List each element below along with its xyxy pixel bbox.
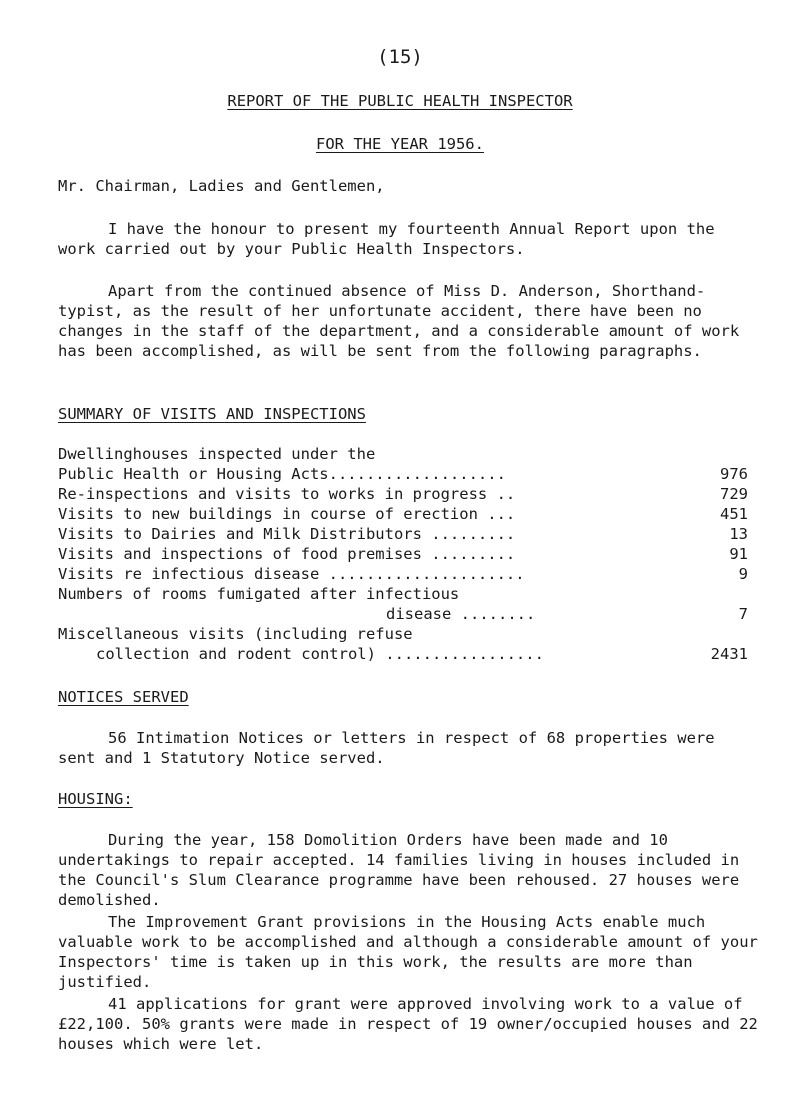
salutation: Mr. Chairman, Ladies and Gentlemen, (58, 177, 385, 195)
intro-paragraph-1: I have the honour to present my fourteenth Annual Report upon the work carried out by your Public Health Inspectors. (58, 220, 715, 258)
page-number: (15) (377, 46, 423, 68)
summary-heading: SUMMARY OF VISITS AND INSPECTIONS (58, 405, 366, 423)
summary-label: Public Health or Housing Acts................... (58, 465, 506, 483)
summary-row-miscellaneous-cont (58, 645, 748, 665)
housing-paragraph-1: During the year, 158 Domolition Orders have been made and 10 undertakings to repair accepted. 14 families living in houses included in the Council's Slum Clearance programme have been rehoused. 27 houses were demolished. (58, 831, 740, 909)
housing-paragraph-2: The Improvement Grant provisions in the Housing Acts enable much valuable work to be accomplished and although a considerable amount of your Inspectors' time is taken up in this work, the results are more than justified. (58, 913, 758, 991)
summary-label: Visits to new buildings in course of erection ... (58, 505, 516, 523)
summary-label: Visits and inspections of food premises ......... (58, 545, 516, 563)
summary-label: disease ........ (386, 605, 536, 623)
summary-label: Numbers of rooms fumigated after infectious (58, 585, 460, 603)
summary-row-reinspections (58, 485, 748, 505)
summary-label: Dwellinghouses inspected under the (58, 445, 376, 463)
summary-value: 729 (720, 485, 748, 503)
housing-heading: HOUSING: (58, 790, 133, 808)
summary-value: 91 (729, 545, 748, 563)
summary-value: 2431 (710, 645, 748, 663)
summary-row-dairies (58, 525, 748, 545)
notices-heading: NOTICES SERVED (58, 688, 189, 706)
housing-paragraph-3: 41 applications for grant were approved involving work to a value of £22,100. 50% grants were made in respect of 19 owner/occupied houses and 22 houses which were let. (58, 995, 758, 1053)
report-subtitle: FOR THE YEAR 1956. (316, 135, 484, 153)
summary-row-fumigated-cont (58, 605, 748, 625)
summary-label: Visits re infectious disease ..................... (58, 565, 525, 583)
intro-paragraph-2: Apart from the continued absence of Miss D. Anderson, Shorthand-typist, as the result of her unfortunate accident, there have been no changes in the staff of the department, and a considerable amount of work has been accomplished, as will be sent from the following paragraphs. (58, 282, 740, 360)
summary-row-dwellinghouses (58, 445, 748, 465)
summary-label: collection and rodent control) ................. (96, 645, 544, 663)
summary-value: 13 (729, 525, 748, 543)
summary-value: 7 (738, 605, 748, 623)
summary-row-infectious (58, 565, 748, 585)
summary-row-dwellinghouses-cont (58, 465, 748, 485)
summary-value: 976 (720, 465, 748, 483)
summary-row-fumigated (58, 585, 748, 605)
summary-row-new-buildings (58, 505, 748, 525)
summary-row-food-premises (58, 545, 748, 565)
report-title: REPORT OF THE PUBLIC HEALTH INSPECTOR (227, 92, 573, 110)
summary-value: 451 (720, 505, 748, 523)
summary-label: Miscellaneous visits (including refuse (58, 625, 413, 643)
notices-paragraph: 56 Intimation Notices or letters in respect of 68 properties were sent and 1 Statutory Notice served. (58, 729, 715, 767)
summary-row-miscellaneous (58, 625, 748, 645)
summary-label: Visits to Dairies and Milk Distributors ......... (58, 525, 516, 543)
summary-label: Re-inspections and visits to works in progress .. (58, 485, 516, 503)
summary-value: 9 (738, 565, 748, 583)
